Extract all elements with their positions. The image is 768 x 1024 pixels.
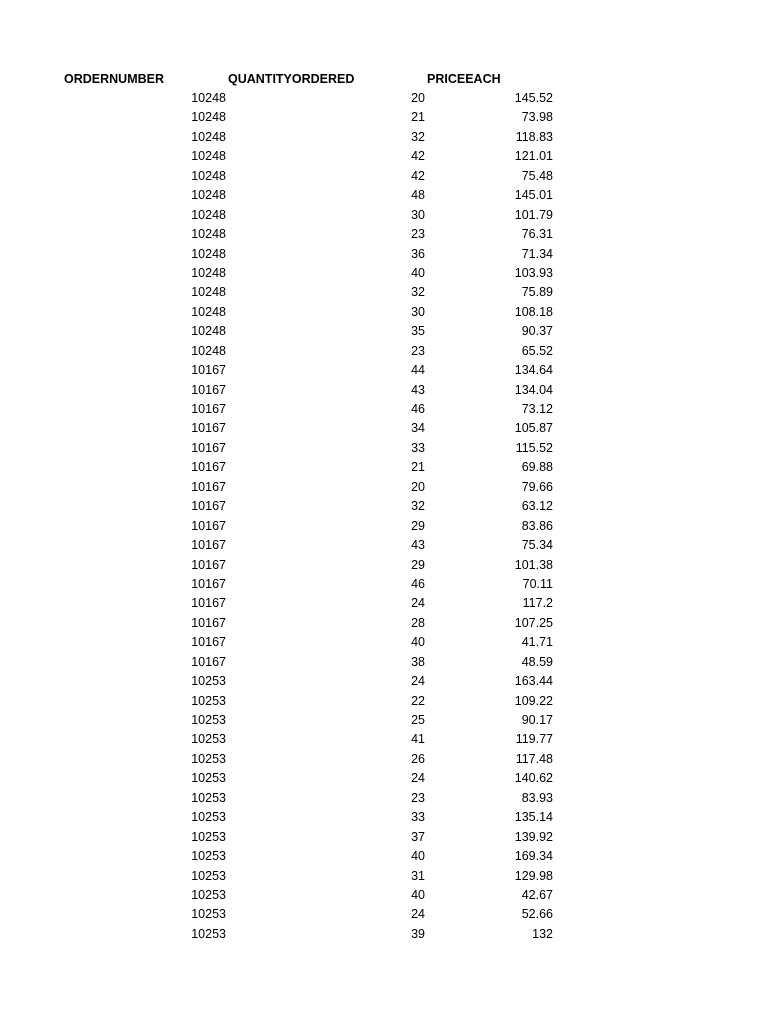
cell-priceeach: 83.93	[521, 790, 553, 805]
cell-priceeach: 132	[532, 926, 553, 941]
table-row	[0, 419, 768, 438]
cell-ordernumber: 10167	[191, 654, 226, 669]
cell-quantityordered: 31	[411, 868, 425, 883]
cell-quantityordered: 34	[411, 421, 425, 436]
table-row	[0, 536, 768, 555]
table-row	[0, 925, 768, 944]
cell-priceeach: 134.64	[514, 363, 553, 378]
cell-priceeach: 118.83	[515, 129, 553, 144]
table-row	[0, 497, 768, 516]
cell-quantityordered: 48	[411, 188, 425, 203]
cell-ordernumber: 10253	[191, 810, 226, 825]
cell-priceeach: 73.12	[521, 402, 553, 416]
cell-ordernumber: 10248	[191, 91, 226, 105]
cell-priceeach: 41.71	[521, 635, 553, 650]
table-row	[0, 867, 768, 886]
table-row	[0, 905, 768, 924]
cell-quantityordered: 32	[411, 499, 425, 514]
cell-priceeach: 101.79	[514, 207, 553, 222]
table-row	[0, 89, 768, 108]
cell-quantityordered: 24	[411, 674, 425, 689]
cell-priceeach: 115.52	[515, 440, 553, 455]
cell-quantityordered: 38	[411, 654, 425, 669]
table-row	[0, 692, 768, 711]
table-row	[0, 108, 768, 127]
table-row	[0, 633, 768, 652]
cell-priceeach: 75.34	[521, 538, 553, 553]
cell-priceeach: 145.01	[514, 188, 553, 203]
cell-priceeach: 71.34	[521, 246, 553, 261]
cell-priceeach: 119.77	[515, 732, 553, 747]
table-row	[0, 750, 768, 769]
cell-ordernumber: 10253	[191, 674, 226, 689]
cell-priceeach: 135.14	[514, 810, 553, 825]
cell-ordernumber: 10253	[191, 732, 226, 747]
cell-ordernumber: 10167	[191, 363, 226, 378]
cell-quantityordered: 22	[411, 693, 425, 708]
cell-quantityordered: 30	[411, 304, 425, 319]
cell-ordernumber: 10253	[191, 926, 226, 941]
cell-ordernumber: 10248	[191, 265, 226, 280]
cell-ordernumber: 10253	[191, 693, 226, 708]
cell-priceeach: 129.98	[514, 868, 553, 883]
cell-ordernumber: 10167	[191, 538, 226, 553]
table-row	[0, 167, 768, 186]
cell-quantityordered: 21	[411, 110, 425, 125]
cell-ordernumber: 10253	[191, 887, 226, 902]
cell-ordernumber: 10167	[191, 576, 226, 591]
table-row	[0, 672, 768, 691]
cell-ordernumber: 10248	[191, 110, 226, 125]
cell-quantityordered: 36	[411, 246, 425, 261]
cell-priceeach: 163.44	[514, 674, 553, 689]
cell-quantityordered: 46	[411, 576, 425, 591]
cell-ordernumber: 10248	[191, 343, 226, 358]
table-row	[0, 575, 768, 594]
table-row	[0, 225, 768, 244]
cell-ordernumber: 10167	[191, 596, 226, 611]
cell-quantityordered: 42	[411, 168, 425, 183]
cell-priceeach: 169.34	[514, 849, 553, 864]
cell-ordernumber: 10167	[191, 518, 226, 533]
cell-priceeach: 108.18	[514, 304, 553, 319]
cell-ordernumber: 10248	[191, 304, 226, 319]
cell-quantityordered: 32	[411, 285, 425, 300]
cell-ordernumber: 10253	[191, 868, 226, 883]
cell-ordernumber: 10248	[191, 227, 226, 242]
cell-quantityordered: 40	[411, 887, 425, 902]
table-row	[0, 653, 768, 672]
cell-priceeach: 63.12	[521, 499, 553, 514]
cell-quantityordered: 21	[411, 460, 425, 475]
cell-quantityordered: 23	[411, 227, 425, 242]
cell-ordernumber: 10167	[191, 402, 226, 416]
cell-priceeach: 90.37	[521, 324, 553, 339]
table-row	[0, 147, 768, 166]
cell-ordernumber: 10253	[191, 771, 226, 786]
cell-quantityordered: 28	[411, 615, 425, 630]
cell-priceeach: 139.92	[514, 829, 553, 844]
table-row	[0, 381, 768, 400]
cell-ordernumber: 10167	[191, 479, 226, 494]
cell-priceeach: 83.86	[521, 518, 553, 533]
cell-quantityordered: 43	[411, 382, 425, 397]
cell-priceeach: 145.52	[514, 91, 553, 105]
cell-ordernumber: 10253	[191, 849, 226, 864]
cell-quantityordered: 20	[411, 479, 425, 494]
cell-priceeach: 52.66	[521, 907, 553, 922]
header-priceeach: PRICEEACH	[427, 72, 501, 86]
cell-quantityordered: 23	[411, 343, 425, 358]
cell-priceeach: 76.31	[521, 227, 553, 242]
header-quantityordered: QUANTITYORDERED	[228, 72, 355, 86]
table-body	[0, 89, 768, 944]
cell-ordernumber: 10248	[191, 207, 226, 222]
cell-priceeach: 134.04	[514, 382, 553, 397]
cell-quantityordered: 29	[411, 557, 425, 572]
table-row	[0, 478, 768, 497]
cell-priceeach: 140.62	[514, 771, 553, 786]
cell-ordernumber: 10248	[191, 149, 226, 164]
table-row	[0, 789, 768, 808]
cell-quantityordered: 24	[411, 771, 425, 786]
table-row	[0, 400, 768, 419]
cell-priceeach: 90.17	[521, 713, 553, 727]
header-ordernumber: ORDERNUMBER	[64, 72, 164, 86]
cell-priceeach: 105.87	[514, 421, 553, 436]
table-row	[0, 303, 768, 322]
cell-ordernumber: 10167	[191, 440, 226, 455]
cell-ordernumber: 10253	[191, 907, 226, 922]
table-row	[0, 769, 768, 788]
cell-priceeach: 101.38	[514, 557, 553, 572]
cell-quantityordered: 41	[411, 732, 425, 747]
cell-quantityordered: 25	[411, 713, 425, 727]
cell-ordernumber: 10167	[191, 557, 226, 572]
cell-ordernumber: 10248	[191, 324, 226, 339]
table-row	[0, 556, 768, 575]
cell-priceeach: 69.88	[521, 460, 553, 475]
cell-ordernumber: 10167	[191, 499, 226, 514]
cell-priceeach: 73.98	[521, 110, 553, 125]
cell-priceeach: 121.01	[514, 149, 553, 164]
cell-priceeach: 117.2	[522, 596, 553, 611]
table-row	[0, 439, 768, 458]
cell-priceeach: 70.11	[522, 576, 553, 591]
cell-priceeach: 65.52	[521, 343, 553, 358]
cell-priceeach: 103.93	[514, 265, 553, 280]
cell-priceeach: 75.89	[521, 285, 553, 300]
cell-quantityordered: 42	[411, 149, 425, 164]
table-row	[0, 264, 768, 283]
cell-ordernumber: 10167	[191, 421, 226, 436]
cell-quantityordered: 24	[411, 596, 425, 611]
cell-quantityordered: 40	[411, 849, 425, 864]
cell-ordernumber: 10167	[191, 635, 226, 650]
cell-ordernumber: 10253	[191, 790, 226, 805]
cell-quantityordered: 30	[411, 207, 425, 222]
cell-quantityordered: 33	[411, 440, 425, 455]
table-row	[0, 206, 768, 225]
cell-quantityordered: 32	[411, 129, 425, 144]
cell-quantityordered: 40	[411, 635, 425, 650]
cell-priceeach: 79.66	[521, 479, 553, 494]
table-row	[0, 847, 768, 866]
cell-quantityordered: 37	[411, 829, 425, 844]
cell-ordernumber: 10248	[191, 246, 226, 261]
cell-quantityordered: 29	[411, 518, 425, 533]
table-row	[0, 711, 768, 730]
cell-ordernumber: 10167	[191, 382, 226, 397]
table-row	[0, 283, 768, 302]
table-row	[0, 886, 768, 905]
table-row	[0, 730, 768, 749]
cell-priceeach: 117.48	[515, 751, 553, 766]
cell-quantityordered: 35	[411, 324, 425, 339]
cell-quantityordered: 24	[411, 907, 425, 922]
table-row	[0, 342, 768, 361]
table-row	[0, 828, 768, 847]
table-row	[0, 245, 768, 264]
table-row	[0, 614, 768, 633]
cell-quantityordered: 39	[411, 926, 425, 941]
cell-ordernumber: 10167	[191, 460, 226, 475]
cell-quantityordered: 40	[411, 265, 425, 280]
table-row	[0, 322, 768, 341]
table-row	[0, 186, 768, 205]
cell-priceeach: 48.59	[521, 654, 553, 669]
cell-quantityordered: 26	[411, 751, 425, 766]
cell-ordernumber: 10253	[191, 829, 226, 844]
cell-ordernumber: 10248	[191, 285, 226, 300]
cell-quantityordered: 46	[411, 402, 425, 416]
cell-ordernumber: 10253	[191, 751, 226, 766]
table-row	[0, 458, 768, 477]
cell-priceeach: 109.22	[514, 693, 553, 708]
cell-ordernumber: 10167	[191, 615, 226, 630]
table-row	[0, 808, 768, 827]
cell-priceeach: 107.25	[514, 615, 553, 630]
cell-priceeach: 42.67	[521, 887, 553, 902]
cell-ordernumber: 10248	[191, 168, 226, 183]
cell-quantityordered: 43	[411, 538, 425, 553]
table-row	[0, 594, 768, 613]
cell-ordernumber: 10253	[191, 713, 226, 727]
cell-quantityordered: 33	[411, 810, 425, 825]
cell-priceeach: 75.48	[521, 168, 553, 183]
table-row	[0, 517, 768, 536]
table-row	[0, 361, 768, 380]
table-row	[0, 128, 768, 147]
cell-quantityordered: 23	[411, 790, 425, 805]
cell-quantityordered: 20	[411, 91, 425, 105]
cell-ordernumber: 10248	[191, 188, 226, 203]
cell-quantityordered: 44	[411, 363, 425, 378]
cell-ordernumber: 10248	[191, 129, 226, 144]
